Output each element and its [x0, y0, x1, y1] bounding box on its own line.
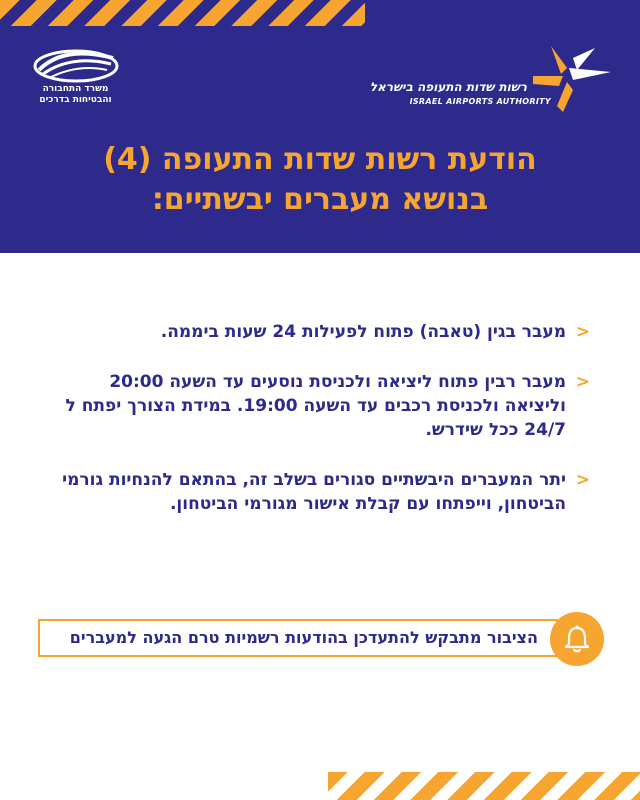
chevron-icon: < — [575, 322, 590, 342]
list-item — [56, 370, 590, 442]
public-notice — [38, 612, 604, 660]
ministry-name-line2: והבטיחות בדרכים — [39, 95, 112, 105]
chevron-icon: < — [575, 470, 590, 490]
iaa-logo — [369, 46, 611, 112]
title-line-1: הודעת רשות שדות התעופה (4) — [103, 142, 537, 177]
chevron-icon: < — [575, 372, 590, 392]
list-item — [56, 468, 590, 516]
page-title — [20, 140, 620, 220]
iaa-name-english: ISRAEL AIRPORTS AUTHORITY — [409, 97, 551, 106]
ministry-swoosh-icon — [33, 48, 119, 84]
bullet-text: מעבר רבין פתוח ליציאה ולכניסת נוסעים עד השעה 20:00 וליציאה ולכניסת רכבים עד השעה 19:00. במידת הצורך יפתח ל 24/7 ככל שידרש. — [65, 372, 566, 440]
list-item — [56, 320, 590, 344]
top-hazard-stripes — [0, 0, 365, 26]
bell-badge — [550, 612, 604, 666]
header-banner — [0, 0, 640, 253]
bullet-text: מעבר בגין (טאבה) פתוח לפעילות 24 שעות ביממה. — [160, 322, 566, 342]
bullet-list — [56, 320, 590, 542]
bell-icon — [564, 625, 590, 653]
ministry-name-line1: משרד התחבורה — [42, 84, 109, 94]
title-line-2: בנושא מעברים יבשתיים: — [151, 182, 489, 217]
notice-box: הציבור מתבקש להתעדכן בהודעות רשמיות טרם הגעה למעברים — [38, 619, 558, 657]
ministry-logo — [28, 48, 123, 112]
bottom-hazard-stripes — [328, 772, 640, 800]
iaa-name-hebrew: רשות שדות התעופה בישראל — [369, 80, 527, 94]
bullet-text: יתר המעברים היבשתיים סגורים בשלב זה, בהתאם להנחיות גורמי הביטחון, וייפתחו עם קבלת אישור מגורמי הביטחון. — [62, 470, 566, 514]
